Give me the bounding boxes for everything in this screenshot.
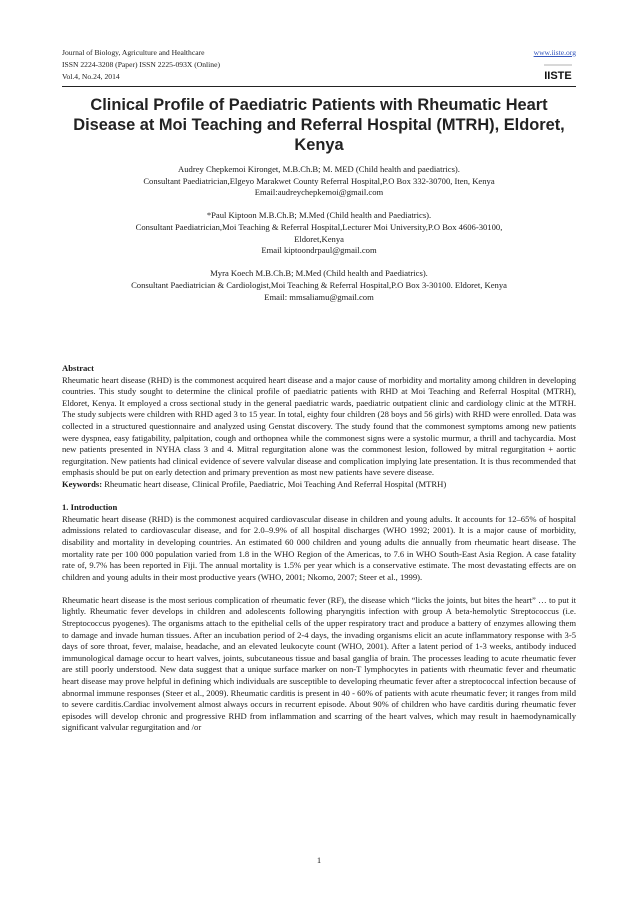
author-email: Email: mmsaliamu@gmail.com	[264, 291, 374, 302]
author-email: Email:audreychepkemoi@gmail.com	[254, 187, 384, 198]
author-block	[62, 210, 576, 256]
keywords-line	[62, 479, 576, 491]
introduction-heading: 1. Introduction	[62, 502, 118, 513]
author-affiliation: Consultant Paediatrician,Elgeyo Marakwet County Referral Hospital,P.O Box 332-30700, Iten, Kenya	[143, 175, 495, 186]
journal-name: Journal of Biology, Agriculture and Healthcare	[62, 48, 205, 57]
author-affiliation: Consultant Paediatrician & Cardiologist,Moi Teaching & Referral Hospital,P.O Box 3-30100. Eldoret, Kenya	[131, 279, 507, 290]
author-block	[62, 268, 576, 303]
journal-volume: Vol.4, No.24, 2014	[62, 72, 120, 81]
keywords-text: Rheumatic heart disease, Clinical Profile, Paediatric, Moi Teaching And Referral Hospital (MTRH)	[102, 478, 447, 489]
author-name: Audrey Chepkemoi Kironget, M.B.Ch.B; M. MED (Child health and paediatrics).	[178, 164, 460, 174]
keywords-label: Keywords:	[62, 478, 103, 489]
author-email: Email kiptoondrpaul@gmail.com	[261, 245, 377, 256]
paper-title: Clinical Profile of Paediatric Patients with Rheumatic Heart Disease at Moi Teaching and Referral Hospital (MTRH), Eldoret, Kenya	[73, 96, 565, 154]
author-block	[62, 164, 576, 199]
introduction-paragraph-1: Rheumatic heart disease (RHD) is the commonest acquired cardiovascular disease in children and young adults. It accounts for 12–65% of hospital admissions related to cardiovascular disease, and for 2.0–9.9% of all hospital discharges (WHO 1992; 2001). It is a major cause of morbidity, disability and mortality in developing countries. An estimated 60 000 children and young adults die annually from rheumatic heart disease. The mortality rate per 100 000 population varied from 1.8 in the WHO Region of the Americas, to 7.6 in WHO South-East Asia Region. A case fatality rate of, 9.7% has been reported in Fiji. The annual mortality is 1.5% per year which is a conservative estimate. The most devastating effects are on children and young adults in their most productive years (WHO, 2001; Nkomo, 2007; Steer et al., 1999).	[62, 513, 576, 582]
abstract-text: Rheumatic heart disease (RHD) is the commonest acquired heart disease and a major cause of morbidity and mortality among children in developing countries. This study sought to determine the clinical profile of paediatric patients with RHD at Moi Teaching and Referral Hospital (MTRH), Eldoret, Kenya. It employed a cross sectional study in the general paediatric wards, paediatric outpatient clinic and cardiology clinic at the MTRH. The study subjects were children with RHD aged 3 to 15 year. In total, eighty four children (28 boys and 56 girls) with RHD were enrolled. Data was collected in a structured questionnaire and analyzed using Genstat discovery. The study found that the commonest symptoms among new patients were dyspnea, easy fatigability, palpitation, cough and orthopnea while the commonest signs were a systolic murmur, a thrill and tachycardia. Most new patients presented in NYHA class 3 and 4. Mitral regurgitation alone was the commonest lesion, followed by mitral regurgitation + aortic regurgitation. New patients had clinical evidence of severe valvular disease and complication implying late presentation. It is thus recommended that emphasis should be put on early detection and primary prevention as most new patients have severe disease.	[62, 374, 576, 478]
paper-body	[62, 363, 576, 734]
journal-header	[62, 47, 576, 83]
introduction-paragraph-2: Rheumatic heart disease is the most serious complication of rheumatic fever (RF), the disease which “licks the joints, but bites the heart” … to put it lightly. Rheumatic fever develops in children and adolescents following pharyngitis infection with group A beta-hemolytic Streptococcus (i.e. Streptococcus pyogenes). The organisms attach to the epithelial cells of the upper respiratory tract and produce a battery of enzymes allowing them to damage and invade human tissues. After an incubation period of 2-4 days, the invading organisms elicit an acute inflammatory response with 3-5 days of sore throat, fever, malaise, headache, and an elevated leukocyte count (WHO, 2001). After a latent period of 1-3 weeks, antibody induced immunological damage occur to heart valves, joints, subcutaneous tissue and basal ganglia of brain. The processes leading to acute rheumatic fever are still poorly understood. New data suggest that a unique surface marker on non-T lymphocytes in patients with rheumatic fever and rheumatic heart disease may prove helpful in defining which individuals are susceptible to developing rheumatic fever after a streptococcal infection because of abnormal immune responses (Steer et al., 2009). Rheumatic carditis is present in 40 - 60% of patients with acute rheumatic fever; it ranges from mild to severe carditis.Cardiac involvement almost always occurs in recurrent episode. About 90% of children who have carditis during rheumatic fever episodes will develop chronic and progressive RHD from inflammation and scarring of the heart valves, which may result in haemodynamically significant valvular regurgitation and /or	[62, 594, 576, 733]
author-affiliation: Consultant Paediatrician,Moi Teaching & Referral Hospital,Lecturer Moi University,P.O Box 4606-30100,	[135, 221, 503, 232]
page-number: 1	[316, 855, 322, 865]
author-name: Myra Koech M.B.Ch.B; M.Med (Child health and Paediatrics).	[210, 268, 428, 279]
author-list	[62, 164, 576, 315]
author-name: *Paul Kiptoon M.B.Ch.B; M.Med (Child health and Paediatrics).	[206, 210, 432, 221]
iiste-logo	[540, 62, 576, 84]
logo-text: IISTE	[544, 70, 572, 82]
journal-issn: ISSN 2224-3208 (Paper) ISSN 2225-093X (Online)	[62, 60, 220, 69]
author-affiliation-cont: Eldoret,Kenya	[294, 233, 344, 244]
abstract-heading: Abstract	[62, 363, 94, 373]
journal-url-link[interactable]: www.iiste.org	[533, 48, 576, 57]
header-rule	[62, 86, 576, 87]
